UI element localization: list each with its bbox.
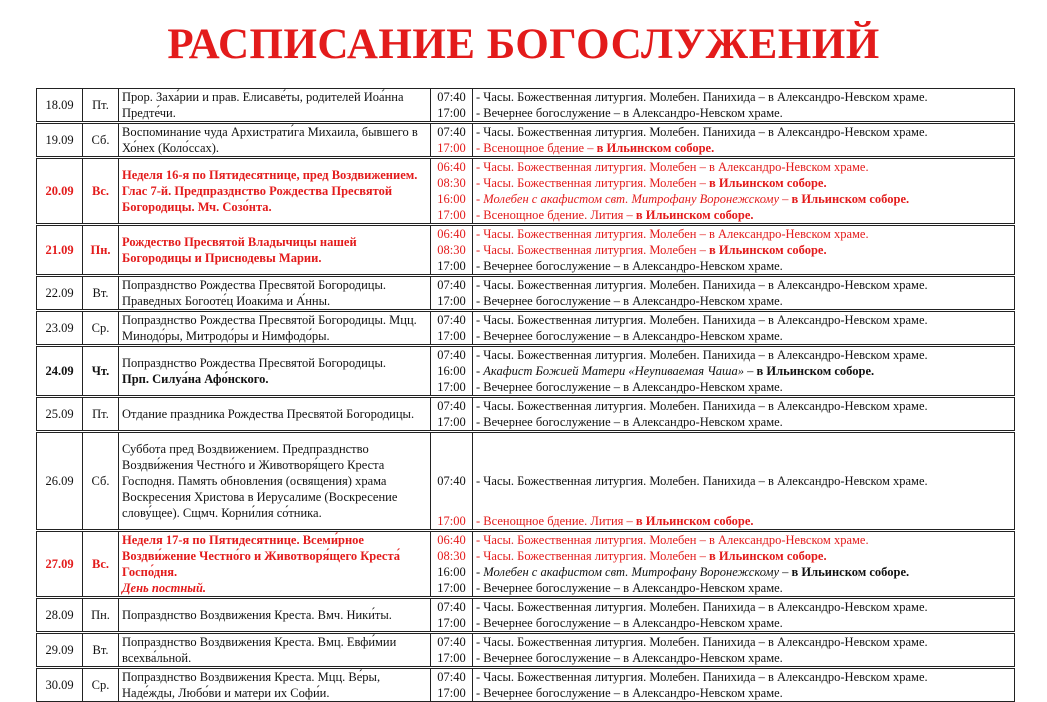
- service-text: - Часы. Божественная литургия. Молебен. Панихида – в Александро-Невском храме.: [476, 348, 928, 362]
- weekday-cell: [83, 276, 119, 311]
- weekday-cell: [83, 311, 119, 346]
- weekday-cell: [83, 123, 119, 158]
- service-line: [476, 564, 1011, 580]
- feast-text: Попразднство Воздвижения Креста. Вмч. Ники́ты.: [122, 608, 392, 622]
- date-cell: [37, 432, 83, 531]
- schedule-row: [37, 598, 1015, 633]
- service-text: - Вечернее богослужение – в Александро-Невском храме.: [476, 415, 783, 429]
- service-line: [476, 89, 1011, 105]
- services-cell: [473, 89, 1015, 123]
- service-text: - Вечернее богослужение – в Александро-Невском храме.: [476, 651, 783, 665]
- weekday-cell: [83, 225, 119, 276]
- service-text: - Часы. Божественная литургия. Молебен. Панихида – в Александро-Невском храме.: [476, 125, 928, 139]
- service-line: [476, 580, 1011, 596]
- weekday-text: Чт.: [91, 364, 110, 378]
- service-time: 07:40: [437, 635, 466, 649]
- date-cell: [37, 89, 83, 123]
- service-line: [476, 650, 1011, 666]
- service-time: 08:30: [437, 243, 466, 257]
- times-cell: [431, 531, 473, 598]
- feast-cell: [119, 89, 431, 123]
- weekday-text: Ср.: [91, 321, 110, 335]
- service-line: [476, 615, 1011, 631]
- service-line: [476, 363, 1011, 379]
- service-line: [476, 293, 1011, 309]
- schedule-row: [37, 89, 1015, 123]
- times-cell: [431, 668, 473, 702]
- service-line: [476, 124, 1011, 140]
- feast-text: Попразднство Воздвижения Креста. Мцц. Ве́ры, Наде́жды, Любо́ви и матери их Софи́и.: [122, 670, 381, 700]
- weekday-cell: [83, 397, 119, 432]
- feast-text: Прор. Заха́рии и прав. Елисаве́ты, родителей Иоа́нна Предте́чи.: [122, 90, 404, 120]
- service-line: [476, 634, 1011, 650]
- service-place: в Ильинском соборе.: [756, 364, 875, 378]
- date-cell: [37, 397, 83, 432]
- date-text: 27.09: [45, 557, 74, 571]
- service-text: - Вечернее богослужение – в Александро-Невском храме.: [476, 616, 783, 630]
- date-text: 19.09: [45, 133, 74, 147]
- service-place: в Ильинском соборе.: [708, 243, 827, 257]
- feast-cell: [119, 397, 431, 432]
- weekday-text: Вт.: [92, 643, 109, 657]
- services-cell: [473, 432, 1015, 531]
- service-text: - Всенощное бдение –: [476, 141, 597, 155]
- date-text: 20.09: [45, 184, 74, 198]
- date-cell: [37, 633, 83, 668]
- service-time: 06:40: [437, 227, 466, 241]
- service-time: 17:00: [437, 514, 466, 528]
- weekday-text: Пн.: [90, 243, 111, 257]
- times-cell: [431, 158, 473, 225]
- feast-text: Неделя 16-я по Пятидесятнице, пред Воздвижением. Глас 7-й. Предпразднство Рождества Пресвятой Богородицы. Мч. Созо́нта.: [122, 168, 418, 214]
- weekday-text: Пн.: [91, 608, 110, 622]
- services-cell: [473, 668, 1015, 702]
- times-cell: [431, 598, 473, 633]
- date-cell: [37, 346, 83, 397]
- date-cell: [37, 225, 83, 276]
- feast-cell: [119, 158, 431, 225]
- service-time: 17:00: [437, 380, 466, 394]
- service-time: 17:00: [437, 141, 466, 155]
- service-line: [476, 473, 1011, 489]
- page-title: РАСПИСАНИЕ БОГОСЛУЖЕНИЙ: [167, 21, 880, 68]
- date-cell: [37, 311, 83, 346]
- schedule-row: [37, 311, 1015, 346]
- service-time: 07:40: [437, 348, 466, 362]
- service-time: 08:30: [437, 176, 466, 190]
- date-text: 29.09: [45, 643, 74, 657]
- date-text: 30.09: [45, 678, 74, 692]
- schedule-body: [37, 89, 1015, 702]
- service-time: 17:00: [437, 581, 466, 595]
- feast-cell: [119, 432, 431, 531]
- service-text: - Часы. Божественная литургия. Молебен –: [476, 549, 709, 563]
- weekday-text: Пт.: [92, 98, 109, 112]
- feast-cell: [119, 123, 431, 158]
- feast-text: Прп. Силуа́на Афо́нского.: [122, 372, 269, 386]
- service-time: 07:40: [437, 313, 466, 327]
- service-text: - Часы. Божественная литургия. Молебен. Панихида – в Александро-Невском храме.: [476, 670, 928, 684]
- service-line: [476, 669, 1011, 685]
- date-cell: [37, 531, 83, 598]
- service-text: - Вечернее богослужение – в Александро-Невском храме.: [476, 581, 783, 595]
- services-cell: [473, 633, 1015, 668]
- service-time: 16:00: [437, 565, 466, 579]
- schedule-row: [37, 432, 1015, 531]
- service-text: - Акафист Божией Матери «Неупиваемая Чаша» –: [476, 364, 757, 378]
- feast-cell: [119, 276, 431, 311]
- service-time: 16:00: [437, 192, 466, 206]
- service-line: [476, 105, 1011, 121]
- date-text: 22.09: [45, 286, 74, 300]
- service-time: 07:40: [437, 278, 466, 292]
- feast-cell: [119, 225, 431, 276]
- schedule-row: [37, 633, 1015, 668]
- service-line: [476, 207, 1011, 223]
- date-text: 21.09: [45, 243, 74, 257]
- service-line: [476, 140, 1011, 156]
- service-time: 17:00: [437, 294, 466, 308]
- service-place: в Ильинском соборе.: [708, 549, 827, 563]
- service-time: 07:40: [437, 600, 466, 614]
- feast-text: Рождество Пресвятой Владычицы нашей Богородицы и Приснодевы Марии.: [122, 235, 357, 265]
- schedule-row: [37, 225, 1015, 276]
- service-time: 17:00: [437, 651, 466, 665]
- times-cell: [431, 346, 473, 397]
- weekday-cell: [83, 158, 119, 225]
- feast-cell: [119, 633, 431, 668]
- service-time: 07:40: [437, 474, 466, 488]
- service-text: - Часы. Божественная литургия. Молебен. Панихида – в Александро-Невском храме.: [476, 278, 928, 292]
- service-text: - Вечернее богослужение – в Александро-Невском храме.: [476, 294, 783, 308]
- service-text: - Часы. Божественная литургия. Молебен – в Александро-Невском храме.: [476, 227, 869, 241]
- times-cell: [431, 633, 473, 668]
- service-time: 06:40: [437, 160, 466, 174]
- service-line: [476, 175, 1011, 191]
- feast-text: Попразднство Рождества Пресвятой Богородицы. Праведных Богооте́ц Иоаки́ма и А́нны.: [122, 278, 387, 308]
- service-place: в Ильинском соборе.: [791, 565, 910, 579]
- service-line: [476, 328, 1011, 344]
- date-cell: [37, 276, 83, 311]
- service-line: [476, 414, 1011, 430]
- feast-text: Неделя 17-я по Пятидесятнице. Всеми́рное Воздви́жение Честно́го и Животворя́щего Креста́ Госпо́дня.: [122, 533, 400, 579]
- times-cell: [431, 432, 473, 531]
- schedule-row: [37, 276, 1015, 311]
- service-text: - Вечернее богослужение – в Александро-Невском храме.: [476, 329, 783, 343]
- schedule-row: [37, 397, 1015, 432]
- feast-text: Попразднство Воздвижения Креста. Вмц. Евфи́мии всехва́льной.: [122, 635, 397, 665]
- feast-text: Попразднство Рождества Пресвятой Богородицы. Мцц. Минодо́ры, Митродо́ры и Нимфодо́ры.: [122, 313, 417, 343]
- times-cell: [431, 89, 473, 123]
- service-text: - Часы. Божественная литургия. Молебен –: [476, 176, 709, 190]
- weekday-text: Пт.: [92, 407, 109, 421]
- service-text: - Всенощное бдение. Лития –: [476, 514, 636, 528]
- date-cell: [37, 123, 83, 158]
- service-text: - Часы. Божественная литургия. Молебен –: [476, 243, 709, 257]
- weekday-text: Сб.: [91, 474, 110, 488]
- service-time: 07:40: [437, 125, 466, 139]
- service-line: [476, 513, 754, 529]
- service-line: [476, 159, 1011, 175]
- feast-cell: [119, 346, 431, 397]
- service-time: 07:40: [437, 399, 466, 413]
- schedule-row: [37, 668, 1015, 702]
- weekday-cell: [83, 432, 119, 531]
- service-line: [476, 379, 1011, 395]
- date-text: 18.09: [45, 98, 74, 112]
- service-line: [476, 685, 1011, 701]
- weekday-cell: [83, 598, 119, 633]
- weekday-cell: [83, 531, 119, 598]
- service-text: - Часы. Божественная литургия. Молебен. Панихида – в Александро-Невском храме.: [476, 399, 928, 413]
- service-text: - Часы. Божественная литургия. Молебен – в Александро-Невском храме.: [476, 160, 869, 174]
- weekday-text: Вс.: [91, 184, 109, 198]
- weekday-cell: [83, 89, 119, 123]
- service-time: 17:00: [437, 329, 466, 343]
- schedule-row: [37, 158, 1015, 225]
- times-cell: [431, 225, 473, 276]
- service-text: - Часы. Божественная литургия. Молебен. Панихида – в Александро-Невском храме.: [476, 474, 928, 488]
- service-text: - Вечернее богослужение – в Александро-Невском храме.: [476, 259, 783, 273]
- service-line: [476, 398, 1011, 414]
- schedule-row: [37, 346, 1015, 397]
- date-text: 23.09: [45, 321, 74, 335]
- service-text: - Всенощное бдение. Лития –: [476, 208, 636, 222]
- date-text: 24.09: [45, 364, 74, 378]
- service-text: - Часы. Божественная литургия. Молебен. Панихида – в Александро-Невском храме.: [476, 90, 928, 104]
- service-line: [476, 277, 1011, 293]
- service-text: - Часы. Божественная литургия. Молебен – в Александро-Невском храме.: [476, 533, 869, 547]
- times-cell: [431, 123, 473, 158]
- date-cell: [37, 598, 83, 633]
- service-text: - Часы. Божественная литургия. Молебен. Панихида – в Александро-Невском храме.: [476, 600, 928, 614]
- service-text: - Часы. Божественная литургия. Молебен. Панихида – в Александро-Невском храме.: [476, 635, 928, 649]
- service-time: 17:00: [437, 259, 466, 273]
- service-text: - Вечернее богослужение – в Александро-Невском храме.: [476, 686, 783, 700]
- weekday-cell: [83, 668, 119, 702]
- times-cell: [431, 311, 473, 346]
- service-line: [476, 258, 1011, 274]
- feast-cell: [119, 668, 431, 702]
- services-cell: [473, 158, 1015, 225]
- services-cell: [473, 123, 1015, 158]
- feast-text: Суббота пред Воздвижением. Предпразднство Воздви́жения Честно́го и Животворя́щего Креста Господня. Память обновления (освящения) храма Воскресения Христова в Иерусалиме (Воскресение слову́щее). Сщмч. Корни́лия со́тника.: [122, 442, 398, 520]
- service-line: [476, 312, 1011, 328]
- service-time: 17:00: [437, 686, 466, 700]
- service-text: - Вечернее богослужение – в Александро-Невском храме.: [476, 106, 783, 120]
- service-time: 07:40: [437, 90, 466, 104]
- service-place: в Ильинском соборе.: [635, 208, 754, 222]
- service-place: в Ильинском соборе.: [596, 141, 715, 155]
- service-text: - Молебен с акафистом свт. Митрофану Воронежскому –: [476, 192, 792, 206]
- date-cell: [37, 668, 83, 702]
- service-time: 17:00: [437, 106, 466, 120]
- services-cell: [473, 397, 1015, 432]
- date-cell: [37, 158, 83, 225]
- service-time: 16:00: [437, 364, 466, 378]
- services-cell: [473, 598, 1015, 633]
- schedule-row: [37, 123, 1015, 158]
- services-cell: [473, 276, 1015, 311]
- weekday-text: Ср.: [91, 678, 110, 692]
- service-line: [476, 548, 1011, 564]
- feast-text: Воспоминание чуда Архистрати́га Михаила, бывшего в Хо́нех (Коло́ссах).: [122, 125, 418, 155]
- weekday-cell: [83, 633, 119, 668]
- feast-text: Попразднство Рождества Пресвятой Богородицы.: [122, 356, 387, 370]
- service-place: в Ильинском соборе.: [635, 514, 754, 528]
- feast-text: День постный.: [122, 581, 207, 595]
- weekday-cell: [83, 346, 119, 397]
- feast-cell: [119, 311, 431, 346]
- service-line: [476, 191, 1011, 207]
- schedule-table: [36, 88, 1015, 702]
- date-text: 28.09: [45, 608, 74, 622]
- service-place: в Ильинском соборе.: [791, 192, 910, 206]
- service-time: 17:00: [437, 415, 466, 429]
- date-text: 26.09: [45, 474, 74, 488]
- weekday-text: Вт.: [92, 286, 109, 300]
- service-time: 17:00: [437, 616, 466, 630]
- feast-cell: [119, 531, 431, 598]
- service-text: - Часы. Божественная литургия. Молебен. Панихида – в Александро-Невском храме.: [476, 313, 928, 327]
- service-time: 17:00: [437, 208, 466, 222]
- services-cell: [473, 346, 1015, 397]
- service-line: [476, 599, 1011, 615]
- services-cell: [473, 225, 1015, 276]
- service-line: [476, 226, 1011, 242]
- date-text: 25.09: [45, 407, 74, 421]
- times-cell: [431, 397, 473, 432]
- service-line: [476, 532, 1011, 548]
- service-place: в Ильинском соборе.: [708, 176, 827, 190]
- service-time: 08:30: [437, 549, 466, 563]
- weekday-text: Сб.: [91, 133, 110, 147]
- weekday-text: Вс.: [91, 557, 109, 571]
- feast-cell: [119, 598, 431, 633]
- times-cell: [431, 276, 473, 311]
- service-time: 06:40: [437, 533, 466, 547]
- service-time: 07:40: [437, 670, 466, 684]
- services-cell: [473, 531, 1015, 598]
- service-line: [476, 242, 1011, 258]
- service-text: - Вечернее богослужение – в Александро-Невском храме.: [476, 380, 783, 394]
- services-cell: [473, 311, 1015, 346]
- service-text: - Молебен с акафистом свт. Митрофану Воронежскому –: [476, 565, 792, 579]
- schedule-row: [37, 531, 1015, 598]
- feast-text: Отдание праздника Рождества Пресвятой Богородицы.: [122, 407, 415, 421]
- service-line: [476, 347, 1011, 363]
